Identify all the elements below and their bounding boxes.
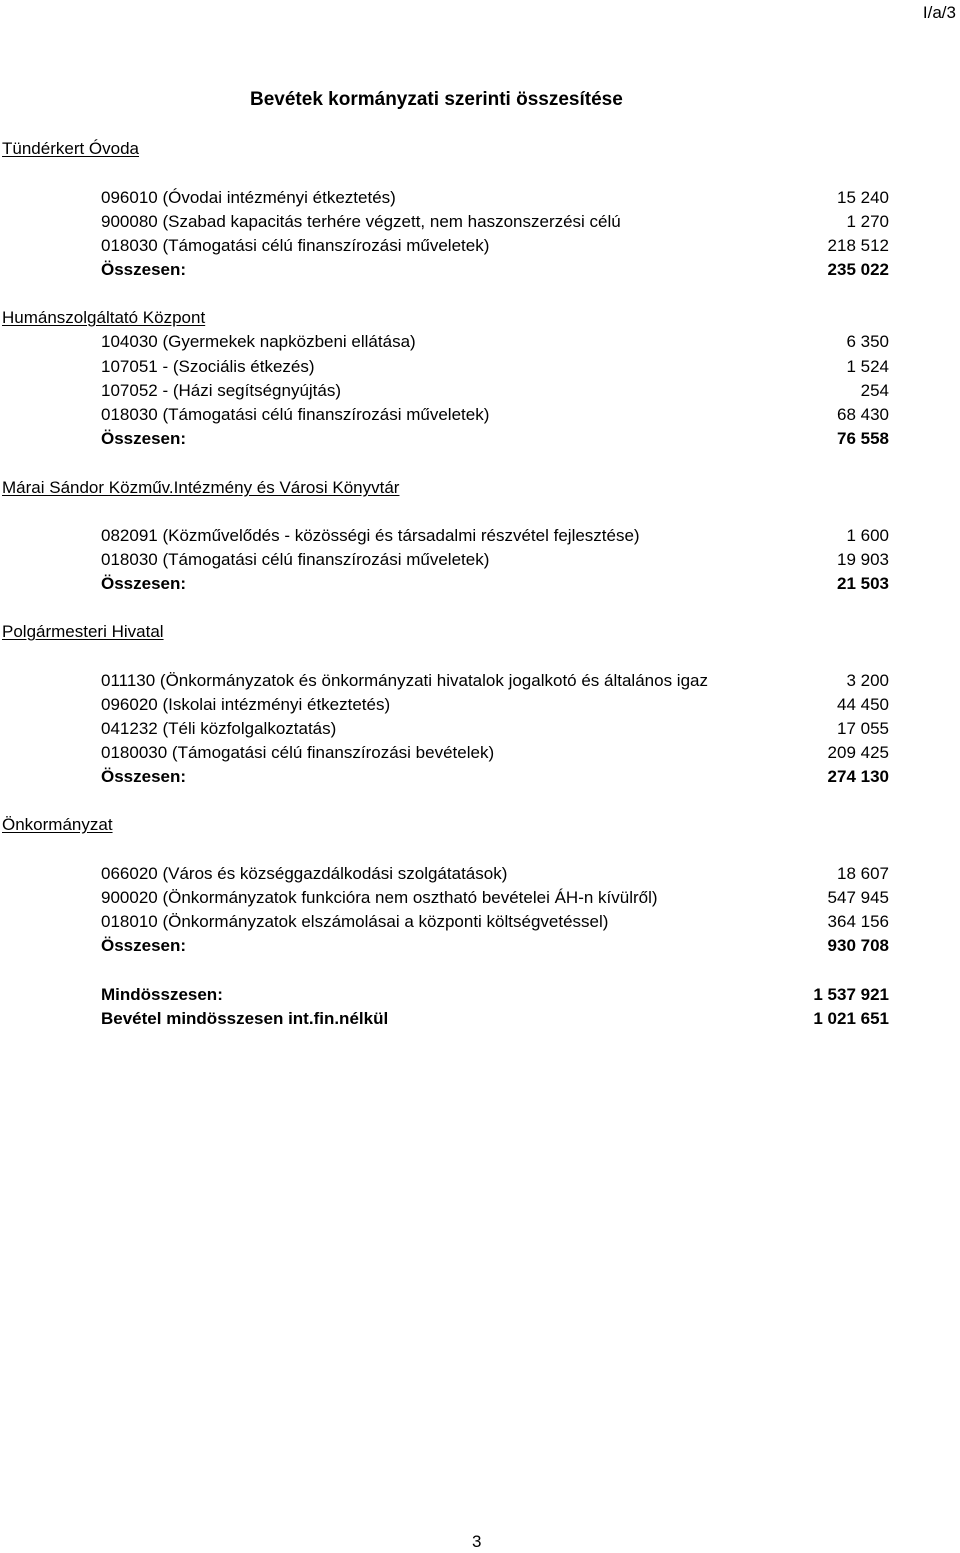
row-label: 066020 (Város és községgazdálkodási szolgátatások) <box>101 864 508 883</box>
row-value: 1 524 <box>846 357 889 376</box>
row-value: 15 240 <box>837 188 889 207</box>
row-label: 096010 (Óvodai intézményi étkeztetés) <box>101 188 396 207</box>
table-row <box>101 550 889 570</box>
row-label: 0180030 (Támogatási célú finanszírozási bevételek) <box>101 743 495 762</box>
document-title: Bevétek kormányzati szerinti összesítése <box>250 89 623 110</box>
row-label: 104030 (Gyermekek napközbeni ellátása) <box>101 332 416 351</box>
row-value: 68 430 <box>837 405 889 424</box>
table-row <box>101 212 889 232</box>
total-label: Összesen: <box>101 429 187 448</box>
total-label: Összesen: <box>101 260 187 279</box>
total-value: 76 558 <box>837 429 889 448</box>
table-row <box>101 888 889 908</box>
row-label: 018030 (Támogatási célú finanszírozási műveletek) <box>101 550 490 569</box>
row-label: 018030 (Támogatási célú finanszírozási műveletek) <box>101 236 490 255</box>
row-value: 3 200 <box>846 671 889 690</box>
row-label: 107052 - (Házi segítségnyújtás) <box>101 381 342 400</box>
section-total-row <box>101 936 889 956</box>
row-value: 1 270 <box>846 212 889 231</box>
table-row <box>101 188 889 208</box>
grand-total-label: Mindösszesen: <box>101 985 223 1004</box>
grand-total-label: Bevétel mindösszesen int.fin.nélkül <box>101 1009 389 1028</box>
row-value: 364 156 <box>827 912 889 931</box>
grand-total-value: 1 021 651 <box>813 1009 889 1028</box>
row-value: 1 600 <box>846 526 889 545</box>
grand-total-value: 1 537 921 <box>813 985 889 1004</box>
section-total-row <box>101 574 889 594</box>
row-value: 19 903 <box>837 550 889 569</box>
section-total-row <box>101 429 889 449</box>
row-value: 44 450 <box>837 695 889 714</box>
total-value: 930 708 <box>827 936 889 955</box>
table-row <box>101 357 889 377</box>
total-value: 235 022 <box>827 260 889 279</box>
page-reference: I/a/3 <box>922 3 956 22</box>
row-value: 18 607 <box>837 864 889 883</box>
row-label: 082091 (Közművelődés - közösségi és társadalmi részvétel fejlesztése) <box>101 526 640 545</box>
section-heading-polgarmesteri-hivatal: Polgármesteri Hivatal <box>2 622 164 641</box>
row-label: 018010 (Önkormányzatok elszámolásai a központi költségvetéssel) <box>101 912 609 931</box>
total-value: 274 130 <box>827 767 889 786</box>
table-row <box>101 864 889 884</box>
section-heading-onkormanyzat: Önkormányzat <box>2 815 113 834</box>
section-total-row <box>101 260 889 280</box>
table-row <box>101 719 889 739</box>
table-row <box>101 671 889 691</box>
grand-total-row <box>101 985 889 1005</box>
row-label: 900020 (Önkormányzatok funkcióra nem osztható bevételei ÁH-n kívülről) <box>101 888 658 907</box>
section-heading-tunderkert-ovoda: Tündérkert Óvoda <box>2 139 140 158</box>
table-row <box>101 695 889 715</box>
row-label: 011130 (Önkormányzatok és önkormányzati hivatalok jogalkotó és általános igaz <box>101 671 708 690</box>
grand-total-row <box>101 1009 889 1029</box>
row-value: 17 055 <box>837 719 889 738</box>
total-label: Összesen: <box>101 936 187 955</box>
row-label: 018030 (Támogatási célú finanszírozási műveletek) <box>101 405 490 424</box>
total-value: 21 503 <box>837 574 889 593</box>
row-label: 041232 (Téli közfolgalkoztatás) <box>101 719 337 738</box>
table-row <box>101 743 889 763</box>
table-row <box>101 526 889 546</box>
table-row <box>101 405 889 425</box>
total-label: Összesen: <box>101 767 187 786</box>
section-heading-marai-sandor-kozmuv: Márai Sándor Közműv.Intézmény és Városi Könyvtár <box>2 478 400 497</box>
row-value: 218 512 <box>827 236 889 255</box>
section-heading-humanszolgaltato-kozpont: Humánszolgáltató Központ <box>2 308 206 327</box>
row-label: 096020 (Iskolai intézményi étkeztetés) <box>101 695 391 714</box>
table-row <box>101 236 889 256</box>
row-label: 900080 (Szabad kapacitás terhére végzett, nem haszonszerzési célú <box>101 212 621 231</box>
table-row <box>101 381 889 401</box>
table-row <box>101 332 889 352</box>
row-value: 209 425 <box>827 743 889 762</box>
page-number: 3 <box>472 1532 482 1551</box>
section-total-row <box>101 767 889 787</box>
row-value: 6 350 <box>846 332 889 351</box>
row-label: 107051 - (Szociális étkezés) <box>101 357 315 376</box>
table-row <box>101 912 889 932</box>
row-value: 254 <box>860 381 889 400</box>
total-label: Összesen: <box>101 574 187 593</box>
row-value: 547 945 <box>827 888 889 907</box>
